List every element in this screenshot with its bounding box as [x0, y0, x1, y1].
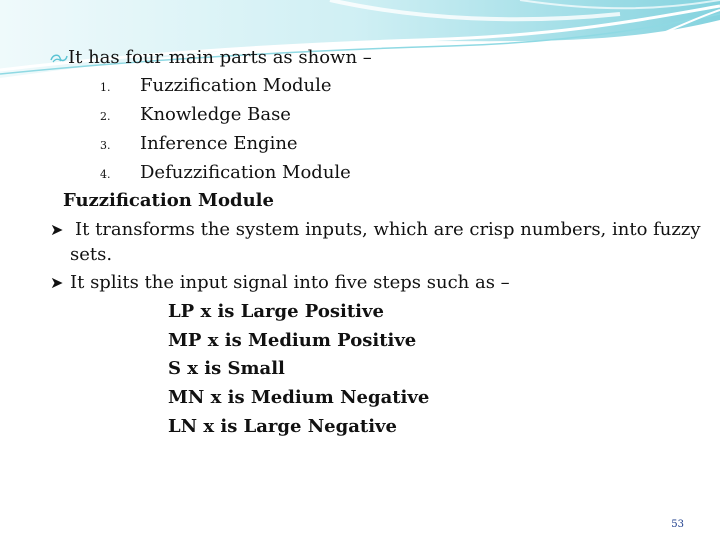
step-5: LN x is Large Negative — [168, 416, 397, 437]
part-label-1: Fuzzification Module — [140, 75, 332, 96]
part-label-4: Defuzzification Module — [140, 162, 351, 183]
arrow-bullet-icon: ➤ — [50, 220, 64, 239]
page-number: 53 — [671, 519, 684, 530]
arrow-point-1-line2: sets. — [70, 244, 113, 265]
step-1: LP x is Large Positive — [168, 301, 384, 322]
intro-line — [50, 47, 372, 69]
step-3: S x is Small — [168, 358, 285, 379]
curl-bullet-icon — [50, 52, 68, 64]
part-label-2: Knowledge Base — [140, 104, 291, 125]
arrow-bullet-icon: ➤ — [50, 273, 64, 292]
section-heading: Fuzzification Module — [63, 190, 274, 211]
part-number-2: 2. — [100, 110, 111, 123]
step-2: MP x is Medium Positive — [168, 330, 417, 351]
step-4: MN x is Medium Negative — [168, 387, 430, 408]
part-number-4: 4. — [100, 168, 111, 181]
part-number-1: 1. — [100, 81, 111, 94]
arrow-point-2-line1: It splits the input signal into five steps such as – — [70, 272, 510, 293]
part-label-3: Inference Engine — [140, 133, 298, 154]
arrow-point-1-line1: It transforms the system inputs, which are crisp numbers, into fuzzy — [75, 219, 701, 240]
part-number-3: 3. — [100, 139, 111, 152]
intro-text: It has four main parts as shown – — [68, 47, 372, 68]
